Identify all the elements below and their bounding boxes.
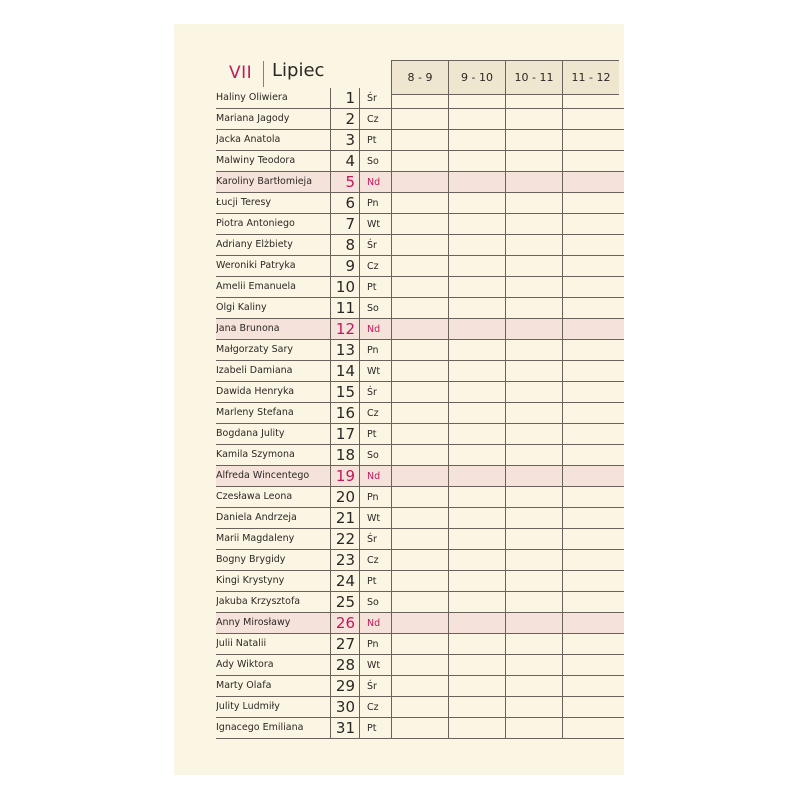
hour-slot-cell[interactable]	[391, 88, 448, 108]
day-number: 7	[345, 215, 355, 233]
day-row	[216, 676, 624, 697]
hour-slot-cell[interactable]	[562, 130, 619, 150]
hour-slot-cell[interactable]	[448, 424, 505, 444]
hour-slot-header: 11 - 12	[562, 61, 619, 94]
day-number: 8	[345, 236, 355, 254]
day-number-cell	[330, 403, 360, 423]
day-number: 12	[335, 320, 355, 338]
day-number: 30	[335, 698, 355, 716]
name-day-text: Bogny Brygidy	[216, 554, 286, 565]
hour-slot-cell[interactable]	[505, 697, 562, 717]
day-number-cell	[330, 109, 360, 129]
hour-slot-cell[interactable]	[562, 613, 619, 633]
day-number-cell	[330, 466, 360, 486]
hour-slot-cell[interactable]	[562, 88, 619, 108]
name-day-text: Jana Brunona	[216, 323, 280, 334]
weekday-abbr: Pn	[367, 345, 379, 356]
hour-slot-cell[interactable]	[505, 676, 562, 696]
weekday-abbr: Nd	[367, 471, 381, 482]
day-row	[216, 487, 624, 508]
day-number: 1	[345, 89, 355, 107]
day-number: 10	[335, 278, 355, 296]
day-number: 9	[345, 257, 355, 275]
name-day-text: Julity Ludmiły	[216, 701, 280, 712]
hour-slot-cell[interactable]	[391, 466, 448, 486]
hour-slot-cell[interactable]	[505, 592, 562, 612]
day-number-cell	[330, 277, 360, 297]
hour-slot-cell[interactable]	[391, 277, 448, 297]
day-number: 21	[335, 509, 355, 527]
hour-slot-cell[interactable]	[448, 508, 505, 528]
day-row	[216, 298, 624, 319]
day-number-cell	[330, 214, 360, 234]
hour-slot-cell[interactable]	[562, 214, 619, 234]
hour-slot-cell[interactable]	[448, 382, 505, 402]
day-number-cell	[330, 382, 360, 402]
name-day-text: Haliny Oliwiera	[216, 92, 288, 103]
day-row	[216, 88, 624, 109]
hour-slot-cell[interactable]	[448, 487, 505, 507]
hour-slot-cell[interactable]	[391, 718, 448, 738]
day-number-cell	[330, 151, 360, 171]
hour-slot-cell[interactable]	[391, 487, 448, 507]
hour-slot-cell[interactable]	[391, 550, 448, 570]
day-number-cell	[330, 571, 360, 591]
day-number-cell	[330, 676, 360, 696]
day-row	[216, 319, 624, 340]
hour-slot-cell[interactable]	[505, 655, 562, 675]
name-day-text: Jacka Anatola	[216, 134, 281, 145]
hour-slot-cell[interactable]	[562, 340, 619, 360]
day-number-cell	[330, 697, 360, 717]
hour-slot-cell[interactable]	[448, 235, 505, 255]
day-number: 15	[335, 383, 355, 401]
hour-slot-cell[interactable]	[391, 298, 448, 318]
weekday-abbr: Pn	[367, 198, 379, 209]
hour-slot-cell[interactable]	[448, 172, 505, 192]
hour-slot-cell[interactable]	[448, 655, 505, 675]
hour-slot-cell[interactable]	[562, 319, 619, 339]
hour-slot-cell[interactable]	[562, 718, 619, 738]
day-number: 20	[335, 488, 355, 506]
hour-slot-cell[interactable]	[448, 340, 505, 360]
day-row	[216, 403, 624, 424]
day-rows	[216, 88, 624, 739]
day-number-cell	[330, 508, 360, 528]
name-day-text: Małgorzaty Sary	[216, 344, 294, 355]
hour-slot-cell[interactable]	[505, 130, 562, 150]
day-number: 17	[335, 425, 355, 443]
day-number-cell	[330, 361, 360, 381]
hour-slot-cell[interactable]	[505, 151, 562, 171]
hour-slot-cell[interactable]	[391, 130, 448, 150]
hour-slot-cell[interactable]	[505, 508, 562, 528]
day-row	[216, 151, 624, 172]
day-row	[216, 571, 624, 592]
hour-slot-cell[interactable]	[448, 571, 505, 591]
day-row	[216, 277, 624, 298]
hour-slot-cell[interactable]	[505, 445, 562, 465]
day-row	[216, 613, 624, 634]
hour-slot-cell[interactable]	[448, 256, 505, 276]
hour-slot-cell[interactable]	[505, 109, 562, 129]
name-day-text: Olgi Kaliny	[216, 302, 267, 313]
day-row	[216, 214, 624, 235]
weekday-abbr: Pt	[367, 282, 377, 293]
hour-slot-cell[interactable]	[562, 151, 619, 171]
day-row	[216, 172, 624, 193]
day-number: 6	[345, 194, 355, 212]
day-number: 11	[335, 299, 355, 317]
hour-slot-cell[interactable]	[448, 718, 505, 738]
hour-slot-cell[interactable]	[505, 88, 562, 108]
hour-slot-cell[interactable]	[505, 298, 562, 318]
day-number: 31	[335, 719, 355, 737]
hour-slot-cell[interactable]	[391, 172, 448, 192]
hour-slot-cell[interactable]	[562, 508, 619, 528]
hour-slot-cell[interactable]	[505, 613, 562, 633]
day-row	[216, 592, 624, 613]
day-row	[216, 424, 624, 445]
hour-slot-cell[interactable]	[391, 676, 448, 696]
hour-slot-cell[interactable]	[505, 424, 562, 444]
day-number-cell	[330, 319, 360, 339]
hour-slot-cell[interactable]	[448, 676, 505, 696]
hour-slot-cell[interactable]	[391, 592, 448, 612]
hour-slot-cell[interactable]	[562, 193, 619, 213]
hour-slot-cell[interactable]	[448, 361, 505, 381]
hour-slot-cell[interactable]	[562, 487, 619, 507]
weekday-abbr: Pn	[367, 639, 379, 650]
hour-slot-cell[interactable]	[562, 445, 619, 465]
hour-slot-cell[interactable]	[562, 277, 619, 297]
name-day-text: Marleny Stefana	[216, 407, 294, 418]
weekday-abbr: Pt	[367, 135, 377, 146]
hour-slot-cell[interactable]	[448, 550, 505, 570]
hour-slot-cell[interactable]	[448, 634, 505, 654]
hour-slot-cell[interactable]	[562, 235, 619, 255]
day-row	[216, 340, 624, 361]
hour-slot-cell[interactable]	[391, 151, 448, 171]
day-row	[216, 718, 624, 739]
hour-slot-cell[interactable]	[391, 634, 448, 654]
hour-slot-cell[interactable]	[505, 340, 562, 360]
hour-slot-cell[interactable]	[391, 382, 448, 402]
weekday-abbr: Pt	[367, 723, 377, 734]
name-day-text: Malwiny Teodora	[216, 155, 296, 166]
hour-slot-cell[interactable]	[448, 151, 505, 171]
month-name: Lipiec	[272, 60, 325, 81]
hour-slot-cell[interactable]	[448, 277, 505, 297]
hour-slot-cell[interactable]	[562, 298, 619, 318]
day-row	[216, 382, 624, 403]
day-number-cell	[330, 235, 360, 255]
hour-slot-cell[interactable]	[448, 214, 505, 234]
hour-slot-cell[interactable]	[562, 634, 619, 654]
hour-slot-cell[interactable]	[391, 319, 448, 339]
hour-slot-header: 9 - 10	[448, 61, 505, 94]
day-number: 24	[335, 572, 355, 590]
hour-slot-cell[interactable]	[391, 361, 448, 381]
name-day-text: Dawida Henryka	[216, 386, 295, 397]
hour-slot-cell[interactable]	[562, 592, 619, 612]
name-day-text: Ignacego Emiliana	[216, 722, 304, 733]
hour-slot-cell[interactable]	[505, 550, 562, 570]
day-number-cell	[330, 634, 360, 654]
day-row	[216, 634, 624, 655]
name-day-text: Karoliny Bartłomieja	[216, 176, 313, 187]
weekday-abbr: Pt	[367, 429, 377, 440]
name-day-text: Alfreda Wincentego	[216, 470, 310, 481]
hour-slot-cell[interactable]	[562, 172, 619, 192]
name-day-text: Kingi Krystyny	[216, 575, 285, 586]
name-day-text: Jakuba Krzysztofa	[216, 596, 301, 607]
weekday-abbr: Cz	[367, 408, 379, 419]
hour-slot-cell[interactable]	[448, 697, 505, 717]
hour-slot-cell[interactable]	[391, 655, 448, 675]
day-row	[216, 697, 624, 718]
day-number: 25	[335, 593, 355, 611]
hour-slot-cell[interactable]	[391, 508, 448, 528]
name-day-text: Daniela Andrzeja	[216, 512, 297, 523]
day-number-cell	[330, 130, 360, 150]
hour-slot-cell[interactable]	[448, 88, 505, 108]
day-number-cell	[330, 193, 360, 213]
hour-slot-cell[interactable]	[505, 718, 562, 738]
hour-slot-cell[interactable]	[505, 487, 562, 507]
hour-slot-header: 8 - 9	[391, 61, 448, 94]
day-number: 27	[335, 635, 355, 653]
day-number-cell	[330, 613, 360, 633]
hour-slot-cell[interactable]	[391, 109, 448, 129]
day-row	[216, 109, 624, 130]
name-day-text: Kamila Szymona	[216, 449, 295, 460]
weekday-abbr: Cz	[367, 702, 379, 713]
hour-slot-cell[interactable]	[505, 277, 562, 297]
hour-slot-cell[interactable]	[391, 613, 448, 633]
day-row	[216, 466, 624, 487]
name-day-text: Mariana Jagody	[216, 113, 290, 124]
day-number-cell	[330, 445, 360, 465]
hour-slot-cell[interactable]	[562, 361, 619, 381]
day-number-cell	[330, 172, 360, 192]
name-day-text: Piotra Antoniego	[216, 218, 295, 229]
name-day-text: Izabeli Damiana	[216, 365, 293, 376]
day-number-cell	[330, 340, 360, 360]
weekday-abbr: Cz	[367, 261, 379, 272]
name-day-text: Julii Natalii	[216, 638, 267, 649]
weekday-abbr: Cz	[367, 555, 379, 566]
day-number: 16	[335, 404, 355, 422]
day-number: 13	[335, 341, 355, 359]
hour-slot-cell[interactable]	[562, 382, 619, 402]
hour-slot-cell[interactable]	[391, 235, 448, 255]
hour-slot-cell[interactable]	[505, 256, 562, 276]
day-number-cell	[330, 718, 360, 738]
day-number-cell	[330, 550, 360, 570]
weekday-abbr: Śr	[367, 240, 377, 251]
hour-slot-cell[interactable]	[505, 403, 562, 423]
name-day-text: Czesława Leona	[216, 491, 293, 502]
name-day-text: Ady Wiktora	[216, 659, 274, 670]
hour-slot-cell[interactable]	[562, 256, 619, 276]
weekday-abbr: Nd	[367, 177, 381, 188]
hour-slot-cell[interactable]	[562, 403, 619, 423]
hour-slot-cell[interactable]	[562, 424, 619, 444]
day-number: 29	[335, 677, 355, 695]
day-number-cell	[330, 256, 360, 276]
hour-slot-cell[interactable]	[448, 193, 505, 213]
name-day-text: Amelii Emanuela	[216, 281, 296, 292]
hour-slot-cell[interactable]	[562, 676, 619, 696]
hour-slot-cell[interactable]	[505, 466, 562, 486]
hour-slot-cell[interactable]	[391, 697, 448, 717]
hour-slot-cell[interactable]	[391, 403, 448, 423]
hour-slot-cell[interactable]	[391, 193, 448, 213]
day-number: 22	[335, 530, 355, 548]
hour-slot-cell[interactable]	[448, 613, 505, 633]
day-number: 19	[335, 467, 355, 485]
weekday-abbr: Wt	[367, 660, 381, 671]
weekday-abbr: So	[367, 303, 379, 314]
day-number-cell	[330, 529, 360, 549]
weekday-abbr: Śr	[367, 387, 377, 398]
weekday-abbr: Śr	[367, 534, 377, 545]
weekday-abbr: Pt	[367, 576, 377, 587]
hour-slot-cell[interactable]	[391, 256, 448, 276]
name-day-text: Bogdana Julity	[216, 428, 285, 439]
name-day-text: Adriany Elżbiety	[216, 239, 293, 250]
hour-slot-cell[interactable]	[562, 466, 619, 486]
weekday-abbr: Wt	[367, 219, 381, 230]
day-row	[216, 529, 624, 550]
hour-slot-cell[interactable]	[391, 424, 448, 444]
hour-slot-cell[interactable]	[562, 571, 619, 591]
hour-slot-cell[interactable]	[562, 529, 619, 549]
hour-slot-cell[interactable]	[448, 298, 505, 318]
day-row	[216, 361, 624, 382]
day-number: 23	[335, 551, 355, 569]
day-number-cell	[330, 298, 360, 318]
name-day-text: Marty Olafa	[216, 680, 272, 691]
name-day-text: Weroniki Patryka	[216, 260, 296, 271]
hour-slot-cell[interactable]	[448, 403, 505, 423]
day-number: 14	[335, 362, 355, 380]
weekday-abbr: Wt	[367, 513, 381, 524]
weekday-abbr: Nd	[367, 324, 381, 335]
hour-slot-header: 10 - 11	[505, 61, 562, 94]
day-number-cell	[330, 655, 360, 675]
weekday-abbr: So	[367, 450, 379, 461]
hour-slot-cell[interactable]	[562, 550, 619, 570]
weekday-abbr: Śr	[367, 681, 377, 692]
day-number: 26	[335, 614, 355, 632]
hour-slot-cell[interactable]	[448, 319, 505, 339]
day-number-cell	[330, 88, 360, 108]
day-number: 2	[345, 110, 355, 128]
hour-slot-cell[interactable]	[505, 214, 562, 234]
hour-slot-cell[interactable]	[391, 445, 448, 465]
planner-page	[174, 24, 624, 775]
hour-slot-cell[interactable]	[391, 529, 448, 549]
hour-slot-cell[interactable]	[448, 529, 505, 549]
day-number: 3	[345, 131, 355, 149]
hour-slot-cell[interactable]	[505, 571, 562, 591]
day-row	[216, 445, 624, 466]
day-number-cell	[330, 424, 360, 444]
day-number-cell	[330, 487, 360, 507]
hour-slot-cell[interactable]	[505, 382, 562, 402]
hour-slot-cell[interactable]	[505, 529, 562, 549]
weekday-abbr: Śr	[367, 93, 377, 104]
hour-slot-cell[interactable]	[505, 319, 562, 339]
hour-slot-cell[interactable]	[505, 634, 562, 654]
name-day-text: Łucji Teresy	[216, 197, 272, 208]
day-number: 5	[345, 173, 355, 191]
hour-slot-cell[interactable]	[562, 697, 619, 717]
day-number: 4	[345, 152, 355, 170]
day-number-cell	[330, 592, 360, 612]
hour-slot-cell[interactable]	[448, 592, 505, 612]
weekday-abbr: Cz	[367, 114, 379, 125]
hour-slot-cell[interactable]	[562, 655, 619, 675]
weekday-abbr: Wt	[367, 366, 381, 377]
name-day-text: Anny Mirosławy	[216, 617, 291, 628]
day-row	[216, 256, 624, 277]
weekday-abbr: Nd	[367, 618, 381, 629]
hour-slot-cell[interactable]	[505, 235, 562, 255]
hour-slot-cell[interactable]	[448, 466, 505, 486]
hour-slot-cell[interactable]	[391, 214, 448, 234]
hour-slot-cell[interactable]	[505, 361, 562, 381]
hour-slot-cell[interactable]	[448, 130, 505, 150]
weekday-abbr: So	[367, 156, 379, 167]
weekday-abbr: Pn	[367, 492, 379, 503]
hour-slot-cell[interactable]	[391, 340, 448, 360]
day-row	[216, 130, 624, 151]
month-number: VII	[229, 63, 253, 83]
day-row	[216, 655, 624, 676]
hour-slot-cell[interactable]	[562, 109, 619, 129]
hour-slot-cell[interactable]	[505, 193, 562, 213]
day-number: 28	[335, 656, 355, 674]
hour-slot-cell[interactable]	[391, 571, 448, 591]
hour-slot-cell[interactable]	[505, 172, 562, 192]
month-separator	[263, 61, 264, 87]
name-day-text: Marii Magdaleny	[216, 533, 295, 544]
day-row	[216, 193, 624, 214]
hour-slot-cell[interactable]	[448, 109, 505, 129]
day-row	[216, 235, 624, 256]
day-row	[216, 508, 624, 529]
day-number: 18	[335, 446, 355, 464]
day-row	[216, 550, 624, 571]
hour-slot-cell[interactable]	[448, 445, 505, 465]
weekday-abbr: So	[367, 597, 379, 608]
